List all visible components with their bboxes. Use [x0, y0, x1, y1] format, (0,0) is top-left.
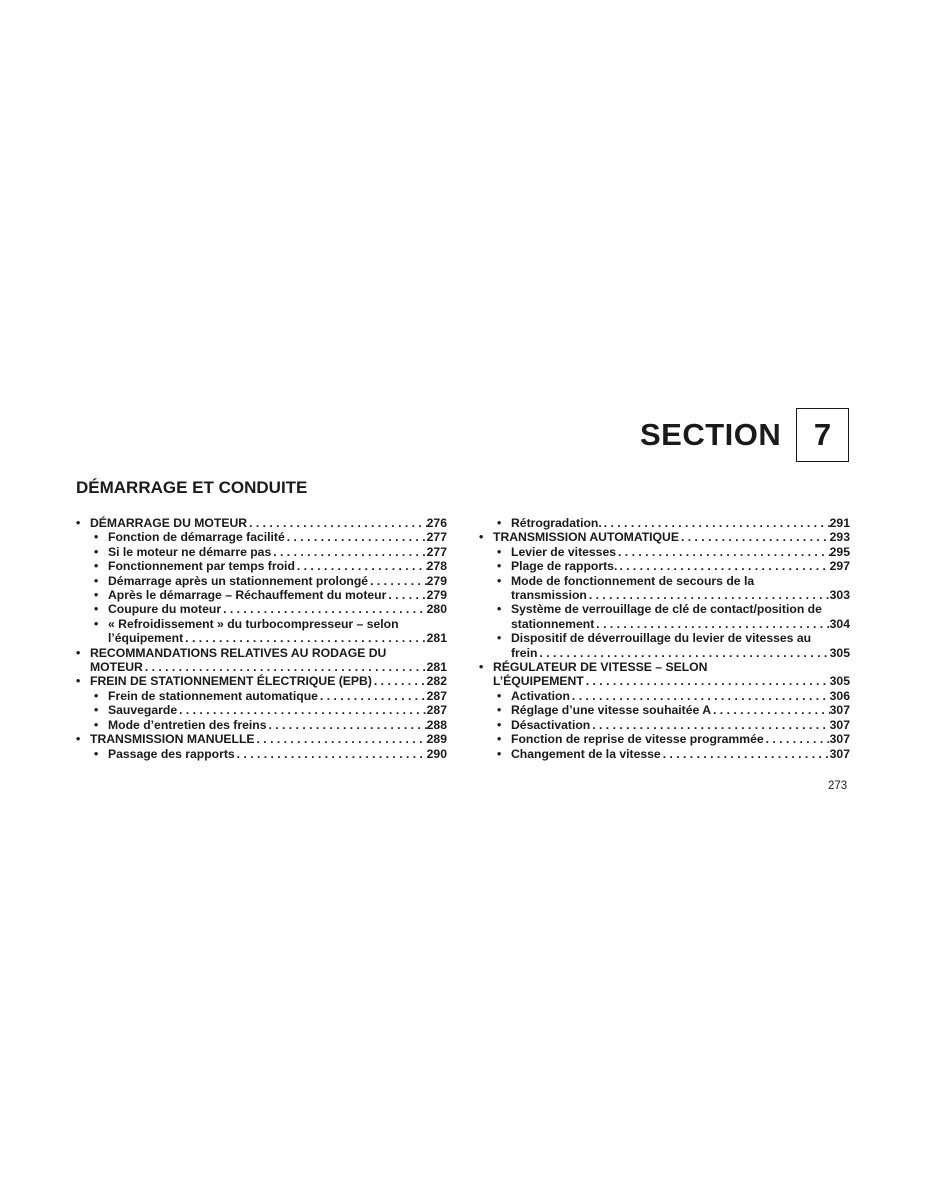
toc-entry[interactable]	[76, 689, 447, 703]
toc-entry[interactable]	[76, 732, 447, 746]
dot-leader	[661, 747, 830, 761]
toc-entry-page: 307	[829, 732, 850, 747]
bullet-icon: •	[479, 660, 484, 675]
toc-entry-page: 287	[426, 688, 447, 703]
bullet-icon: •	[94, 688, 99, 703]
toc-entry-title: transmission	[511, 588, 587, 603]
toc-entry-page: 282	[426, 674, 447, 689]
dot-leader	[584, 674, 830, 688]
toc-entry[interactable]	[76, 559, 447, 573]
toc-entry[interactable]	[479, 718, 850, 732]
dot-leader	[177, 703, 427, 717]
bullet-icon: •	[94, 588, 99, 603]
dot-leader	[570, 689, 830, 703]
toc-entry-page: 277	[426, 530, 447, 545]
toc-entry-title: stationnement	[511, 616, 595, 631]
toc-entry-title: Sauvegarde	[108, 703, 178, 718]
dot-leader	[143, 660, 427, 674]
toc-entry-page: 303	[829, 588, 850, 603]
toc-entry-title: TRANSMISSION AUTOMATIQUE	[493, 530, 679, 545]
toc-entry-page: 307	[829, 746, 850, 761]
bullet-icon: •	[94, 746, 99, 761]
toc-entry-page: 289	[426, 732, 447, 747]
dot-leader	[372, 674, 427, 688]
toc-entry-title: Coupure du moteur	[108, 602, 222, 617]
dot-leader	[247, 516, 427, 530]
toc-entry[interactable]	[76, 674, 447, 688]
toc-entry[interactable]	[76, 617, 447, 646]
dot-leader	[368, 574, 427, 588]
toc-entry-title: Mode de fonctionnement de secours de la	[511, 573, 755, 588]
toc-entry-title: L’ÉQUIPEMENT	[493, 674, 584, 689]
bullet-icon: •	[94, 573, 99, 588]
dot-leader	[221, 602, 427, 616]
toc-entry-page: 295	[829, 544, 850, 559]
toc-entry-page: 279	[426, 588, 447, 603]
toc-entry-page: 276	[426, 516, 447, 530]
toc-entry-title: Rétrogradation.	[511, 516, 602, 530]
bullet-icon: •	[497, 602, 502, 617]
toc-entry-page: 307	[829, 703, 850, 718]
toc-entry-title: Fonctionnement par temps froid	[108, 559, 295, 574]
toc-entry-page: 277	[426, 544, 447, 559]
bullet-icon: •	[94, 602, 99, 617]
toc-entry-page: 291	[829, 516, 850, 530]
toc-entry-title: FREIN DE STATIONNEMENT ÉLECTRIQUE (EPB)	[90, 674, 372, 689]
toc-entry-page: 307	[829, 717, 850, 732]
toc-entry[interactable]	[76, 588, 447, 602]
toc-entry-page: 304	[829, 616, 850, 631]
bullet-icon: •	[497, 573, 502, 588]
toc-entry[interactable]	[76, 530, 447, 544]
bullet-icon: •	[497, 688, 502, 703]
toc-entry-title: Levier de vitesses	[511, 544, 617, 559]
dot-leader	[255, 732, 427, 746]
toc-entry-title: Plage de rapports.	[511, 559, 618, 574]
dot-leader	[679, 530, 830, 544]
toc-entry[interactable]	[479, 732, 850, 746]
dot-leader	[266, 718, 426, 732]
bullet-icon: •	[497, 516, 502, 530]
toc-entry-title: Dispositif de déverrouillage du levier de vitesses au	[511, 631, 812, 646]
toc-entry-title: TRANSMISSION MANUELLE	[90, 732, 255, 747]
bullet-icon: •	[94, 616, 99, 631]
dot-leader	[537, 646, 829, 660]
toc-entry[interactable]	[76, 516, 447, 530]
bullet-icon: •	[94, 559, 99, 574]
toc-entry-title: Désactivation	[511, 717, 591, 732]
toc-entry-title: frein	[511, 645, 538, 660]
toc-entry[interactable]	[479, 689, 850, 703]
dot-leader	[616, 545, 830, 559]
bullet-icon: •	[497, 631, 502, 646]
toc-entry-title: Système de verrouillage de clé de contact/position de	[511, 602, 822, 617]
toc-entry-title: RÉGULATEUR DE VITESSE – SELON	[493, 660, 708, 675]
toc-entry-page: 279	[426, 573, 447, 588]
toc-entry[interactable]	[479, 703, 850, 717]
toc-entry[interactable]	[479, 631, 850, 660]
toc-entry-title: Mode d’entretien des freins	[108, 717, 267, 732]
toc-entry-page: 281	[426, 660, 447, 675]
dot-leader	[386, 588, 426, 602]
bullet-icon: •	[76, 516, 81, 530]
bullet-icon: •	[497, 559, 502, 574]
toc-entry-page: 305	[829, 674, 850, 689]
dot-leader	[235, 747, 427, 761]
section-label: SECTION	[640, 417, 782, 452]
dot-leader	[587, 588, 830, 602]
dot-leader	[617, 559, 829, 573]
toc-entry-title: Changement de la vitesse	[511, 746, 661, 761]
toc-entry[interactable]	[479, 559, 850, 573]
dot-leader	[590, 718, 829, 732]
toc-entry[interactable]	[479, 516, 850, 530]
page-number: 273	[828, 780, 848, 792]
dot-leader	[602, 516, 830, 530]
bullet-icon: •	[497, 746, 502, 761]
bullet-icon: •	[94, 703, 99, 718]
dot-leader	[295, 559, 427, 573]
toc-entry-page: 287	[426, 703, 447, 718]
toc-entry-page: 293	[829, 530, 850, 545]
toc-entry[interactable]	[479, 747, 850, 761]
toc-entry-title: Si le moteur ne démarre pas	[108, 544, 272, 559]
toc-entry-page: 288	[426, 717, 447, 732]
toc-entry-title: Après le démarrage – Réchauffement du moteur	[108, 588, 387, 603]
toc-entry-title: l’équipement	[108, 631, 184, 646]
toc-entry-title: Frein de stationnement automatique	[108, 688, 318, 703]
toc-entry-page: 305	[829, 645, 850, 660]
toc-entry[interactable]	[76, 718, 447, 732]
toc-entry-page: 306	[829, 688, 850, 703]
bullet-icon: •	[497, 732, 502, 747]
toc-entry-title: Activation	[511, 688, 570, 703]
toc-entry[interactable]	[76, 574, 447, 588]
bullet-icon: •	[497, 703, 502, 718]
toc-right-column	[479, 516, 850, 761]
toc-entry-page: 297	[829, 559, 850, 574]
toc-entry-title: Démarrage après un stationnement prolongé	[108, 573, 369, 588]
toc-entry-title: Passage des rapports	[108, 746, 235, 761]
dot-leader	[183, 631, 426, 645]
dot-leader	[285, 530, 427, 544]
toc-entry[interactable]	[479, 530, 850, 544]
toc-entry[interactable]	[76, 747, 447, 761]
bullet-icon: •	[497, 544, 502, 559]
section-number-box: 7	[796, 408, 849, 462]
bullet-icon: •	[497, 717, 502, 732]
toc-entry-title: Réglage d’une vitesse souhaitée A	[511, 703, 712, 718]
bullet-icon: •	[94, 544, 99, 559]
chapter-title: DÉMARRAGE ET CONDUITE	[76, 478, 308, 497]
toc-entry-page: 280	[426, 602, 447, 617]
bullet-icon: •	[76, 732, 81, 747]
dot-leader	[711, 703, 830, 717]
bullet-icon: •	[94, 530, 99, 545]
bullet-icon: •	[94, 717, 99, 732]
toc-entry[interactable]	[76, 703, 447, 717]
toc-entry-page: 281	[426, 631, 447, 646]
toc-entry[interactable]	[479, 660, 850, 689]
toc-entry[interactable]	[479, 602, 850, 631]
toc-entry[interactable]	[76, 646, 447, 675]
toc-entry[interactable]	[76, 602, 447, 616]
dot-leader	[271, 545, 426, 559]
toc-entry[interactable]	[479, 574, 850, 603]
dot-leader	[594, 617, 829, 631]
bullet-icon: •	[76, 674, 81, 689]
dot-leader	[318, 689, 427, 703]
bullet-icon: •	[479, 530, 484, 545]
toc-entry-title: DÉMARRAGE DU MOTEUR	[90, 516, 248, 530]
toc-entry[interactable]	[76, 545, 447, 559]
toc-entry-title: « Refroidissement » du turbocompresseur – selon	[108, 616, 399, 631]
toc-entry-title: Fonction de reprise de vitesse programmée	[511, 732, 764, 747]
toc-entry-title: RECOMMANDATIONS RELATIVES AU RODAGE DU	[90, 645, 387, 660]
toc-entry-title: Fonction de démarrage facilité	[108, 530, 285, 545]
toc-entry[interactable]	[479, 545, 850, 559]
toc-entry-page: 278	[426, 559, 447, 574]
bullet-icon: •	[76, 645, 81, 660]
toc-left-column	[76, 516, 447, 761]
dot-leader	[764, 732, 830, 746]
toc-entry-title: MOTEUR	[90, 660, 143, 675]
toc-entry-page: 290	[426, 746, 447, 761]
